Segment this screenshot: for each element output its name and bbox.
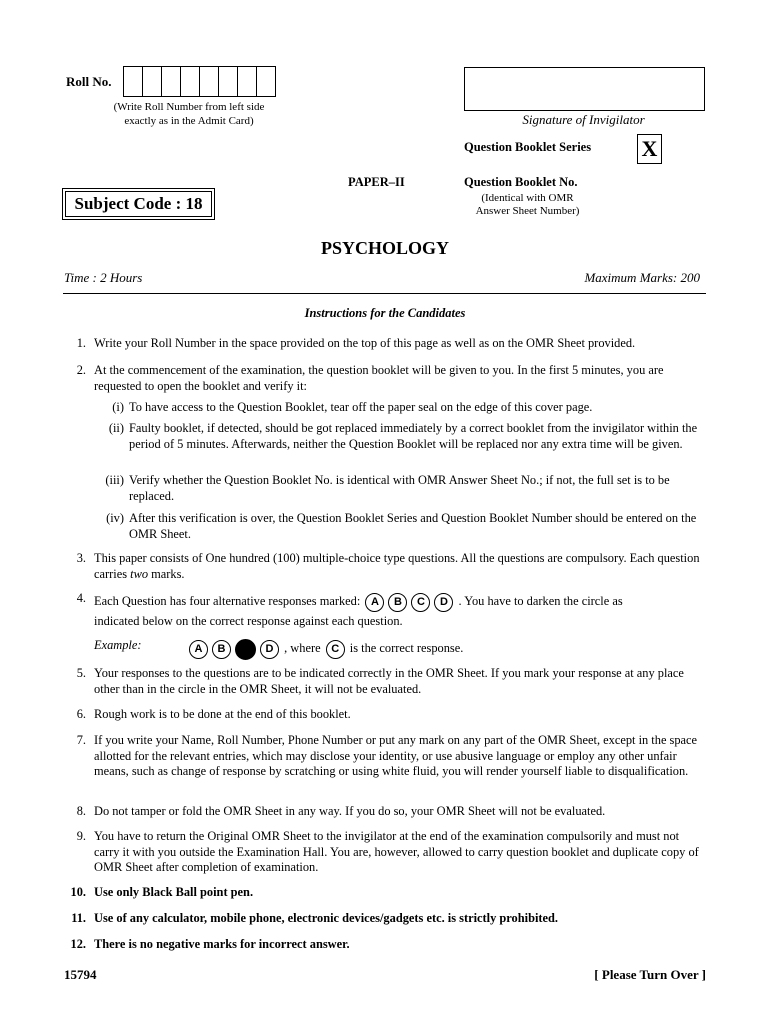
example-where-text: , where — [284, 641, 321, 655]
item-text: Write your Roll Number in the space provided on the top of this page as well as on the OMR Sheet provided. — [94, 336, 636, 350]
roll-note-line: (Write Roll Number from left side — [113, 101, 265, 113]
booklet-note-line: (Identical with OMR — [481, 192, 574, 204]
item-text — [94, 551, 706, 582]
subitem-text: After this verification is over, the Question Booklet Series and Question Booklet Number should be entered on the OMR Sheet. — [129, 511, 697, 541]
item-text: If you write your Name, Roll Number, Phone Number or put any mark on any part of the OMR Sheet, except in the space allotted for the relevant entries, which may disclose your identity, or use abusive language or employ any other unfair means, such as change of response by scratching or using white fluid, you will render yourself liable to disqualification. — [94, 733, 698, 778]
booklet-number-note — [455, 192, 600, 218]
item-number: 11. — [71, 911, 86, 925]
roll-digit-box[interactable] — [200, 67, 219, 96]
item-text: Your responses to the questions are to be indicated correctly in the OMR Sheet. If you mark your response at any place other than in the circle in the OMR Sheet, it will not be evaluated. — [94, 666, 684, 696]
item-text — [94, 591, 706, 612]
item-text: indicated below on the correct response against each question. — [94, 614, 403, 628]
page-code: 15794 — [64, 967, 97, 982]
item-text: At the commencement of the examination, the question booklet will be given to you. In the first 5 minutes, you are requested to open the booklet and verify it: — [94, 363, 664, 393]
item-text-part: . You have to darken the circle as — [458, 594, 623, 608]
subject-code: Subject Code : 18 — [62, 188, 215, 220]
subitem-number: (iv) — [106, 511, 124, 525]
roll-digit-box[interactable] — [219, 67, 238, 96]
roll-number-boxes[interactable] — [123, 66, 276, 97]
booklet-number-label: Question Booklet No. — [464, 175, 578, 189]
item-text: Do not tamper or fold the OMR Sheet in any way. If you do so, your OMR Sheet will not be evaluated. — [94, 804, 606, 818]
item-number: 4. — [76, 591, 86, 605]
roll-digit-box[interactable] — [181, 67, 200, 96]
item-text-part: This paper consists of One hundred (100) multiple-choice type questions. All the questions are compulsory. Each question carries — [94, 551, 700, 581]
item-number: 2. — [76, 363, 86, 377]
example-label: Example: — [94, 638, 142, 652]
maximum-marks: Maximum Marks: 200 — [584, 270, 700, 285]
example-option-a: A — [189, 640, 208, 659]
item-number: 12. — [70, 937, 86, 951]
roll-number-label: Roll No. — [66, 74, 112, 89]
item-number: 6. — [76, 707, 86, 721]
item-text: You have to return the Original OMR Sheet to the invigilator at the end of the examination compulsorily and must not carry it with you outside the Examination Hall. You are, however, allowed to carry question booklet and duplicate copy of OMR Sheet after completion of examination. — [94, 829, 699, 874]
time-allowed: Time : 2 Hours — [64, 270, 143, 285]
option-d-circle: D — [434, 593, 453, 612]
roll-digit-box[interactable] — [162, 67, 181, 96]
header-divider — [63, 293, 706, 294]
subitem-number: (i) — [112, 400, 124, 414]
paper-label: PAPER–II — [348, 175, 405, 189]
item-number: 8. — [76, 804, 86, 818]
roll-number-note — [84, 100, 294, 128]
option-a-circle: A — [365, 593, 384, 612]
item-text: Use of any calculator, mobile phone, electronic devices/gadgets etc. is strictly prohibited. — [94, 911, 559, 925]
booklet-series-label: Question Booklet Series — [464, 140, 592, 154]
subitem-text: Faulty booklet, if detected, should be got replaced immediately by a correct booklet from the invigilator within the period of 5 minutes. Afterwards, neither the Question Booklet will be replaced nor any extra time will be given. — [129, 421, 698, 451]
subitem-text: To have access to the Question Booklet, tear off the paper seal on the edge of this cover page. — [129, 400, 593, 414]
booklet-series-value: X — [637, 134, 662, 164]
subitem-number: (iii) — [105, 473, 124, 487]
example-option-b: B — [212, 640, 231, 659]
invigilator-signature-label: Signature of Invigilator — [522, 112, 645, 127]
item-number: 3. — [76, 551, 86, 565]
item-text: Rough work is to be done at the end of this booklet. — [94, 707, 351, 721]
roll-digit-box[interactable] — [143, 67, 162, 96]
roll-digit-box[interactable] — [257, 67, 275, 96]
item-number: 1. — [76, 336, 86, 350]
option-c-circle: C — [411, 593, 430, 612]
instructions-heading: Instructions for the Candidates — [304, 306, 466, 320]
please-turn-over: [ Please Turn Over ] — [594, 967, 706, 982]
subitem-number: (ii) — [108, 421, 124, 435]
subitem-text: Verify whether the Question Booklet No. is identical with OMR Answer Sheet No.; if not, the full set is to be replaced. — [129, 473, 670, 503]
example-option-d: D — [260, 640, 279, 659]
roll-digit-box[interactable] — [238, 67, 257, 96]
booklet-note-line: Answer Sheet Number) — [475, 205, 580, 217]
roll-note-line: exactly as in the Admit Card) — [124, 115, 254, 127]
item-text-emphasis: two — [130, 566, 149, 581]
item-text-part: marks. — [148, 566, 185, 581]
invigilator-signature-box[interactable] — [464, 67, 705, 111]
item-number: 9. — [76, 829, 86, 843]
subject-title: PSYCHOLOGY — [320, 238, 449, 258]
item-text: There is no negative marks for incorrect answer. — [94, 937, 350, 951]
example-correct-option: C — [326, 640, 345, 659]
roll-digit-box[interactable] — [124, 67, 143, 96]
item-text: Use only Black Ball point pen. — [94, 885, 254, 899]
item-number: 7. — [76, 733, 86, 747]
item-number: 5. — [76, 666, 86, 680]
item-number: 10. — [70, 885, 86, 899]
example-option-c-filled — [235, 639, 256, 660]
item-text-part: Each Question has four alternative responses marked: — [94, 594, 361, 608]
example-end-text: is the correct response. — [349, 641, 464, 655]
example-responses — [187, 638, 706, 660]
option-b-circle: B — [388, 593, 407, 612]
